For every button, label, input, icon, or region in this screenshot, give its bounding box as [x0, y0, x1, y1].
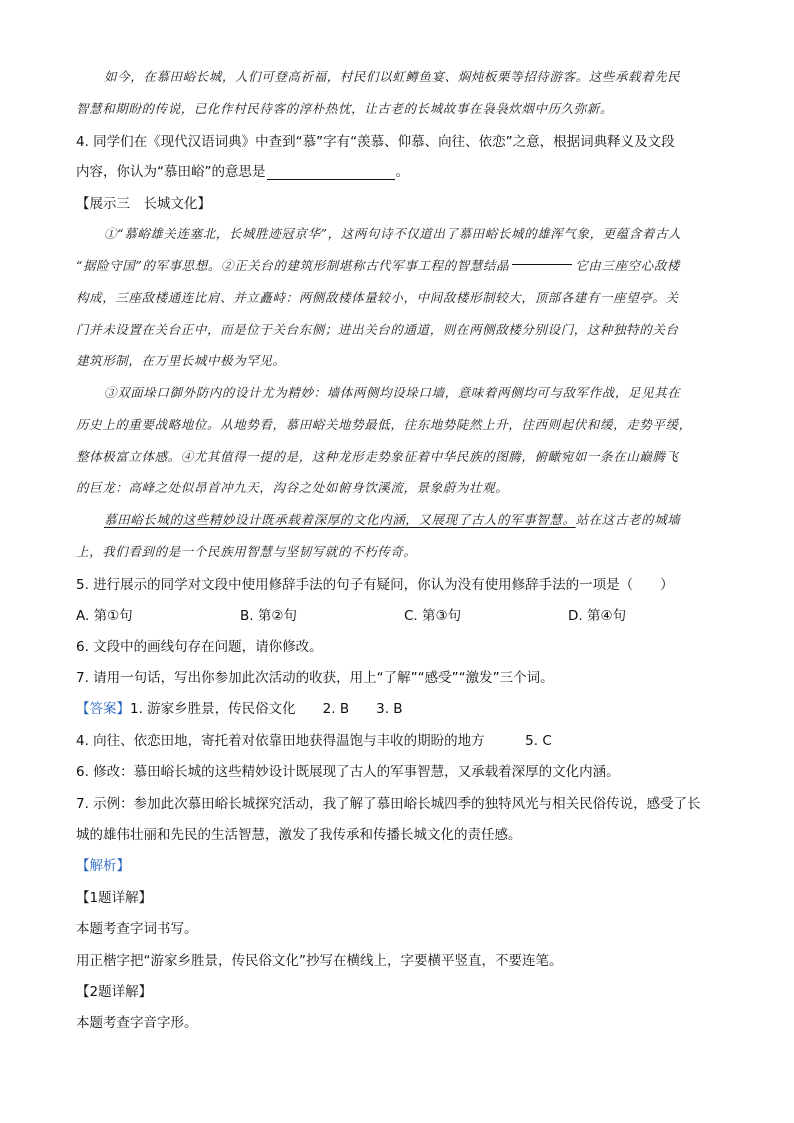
answer-1-3: 1. 游家乡胜景，传民俗文化 2. B 3. B: [130, 701, 403, 717]
answer-line-1: [76, 697, 403, 717]
para1-line-2-a: “据险守国”的军事思想。②正关台的建筑形制堪称古代军事工程的智慧结晶: [76, 258, 510, 273]
detail-1-line-1: 本题考查字词书写。: [76, 921, 198, 937]
detail-2-heading: 【2题详解】: [76, 984, 153, 1000]
option-b: B. 第②句: [240, 608, 297, 624]
passage-top-line-1: 如今，在慕田峪长城，人们可登高祈福，村民们以虹鳟鱼宴、焖炖板栗等招待游客。这些承载着先民: [104, 69, 681, 84]
para1-line-2-b: 它由三座空心敌楼: [575, 258, 680, 273]
option-c: C. 第③句: [404, 608, 462, 624]
answer-line-4: 7. 示例：参加此次慕田峪长城探究活动，我了解了慕田峪长城四季的独特风光与相关民俗传说，感受了长: [76, 796, 701, 812]
para2-line-4: 的巨龙：高峰之处似昂首冲九天，沟谷之处如俯身饮溪流，景象蔚为壮观。: [76, 480, 509, 495]
question-5-stem: 5. 进行展示的同学对文段中使用修辞手法的句子有疑问，你认为没有使用修辞手法的一项是（ ）: [76, 577, 674, 593]
question-4-end: 。: [395, 164, 409, 180]
question-6: 6. 文段中的画线句存在问题，请你修改。: [76, 639, 323, 655]
question-7: 7. 请用一句话，写出你参加此次活动的收获，用上“了解”“感受”“激发”三个词。: [76, 670, 554, 686]
question-4-text: 内容，你认为“慕田峪”的意思是: [76, 164, 266, 180]
answer-blank: [267, 165, 395, 180]
passage-top-line-2: 智慧和期盼的传说，已化作村民待客的淳朴热忱，让古老的长城故事在袅袅炊烟中历久弥新。: [76, 101, 614, 116]
answer-line-2: 4. 向往、依恋田地，寄托着对依靠田地获得温饱与丰收的期盼的地方 5. C: [76, 733, 552, 749]
para3-line-1-rest: 站在这古老的城墙: [575, 512, 681, 527]
option-d: D. 第④句: [568, 608, 627, 624]
analysis-label: 【解析】: [76, 858, 130, 874]
section-heading: 【展示三 长城文化】: [76, 196, 211, 212]
para2-line-2: 历史上的重要战略地位。从地势看，慕田峪关地势最低，往东地势陡然上升，往西则起伏和缓，走势平缓，: [76, 417, 692, 432]
para3-line-1: [104, 510, 680, 528]
para1-line-5: 建筑形制，在万里长城中极为罕见。: [76, 353, 286, 368]
detail-2-line-1: 本题考查字音字形。: [76, 1015, 198, 1031]
detail-1-line-2: 用正楷字把“游家乡胜景，传民俗文化”抄写在横线上，字要横平竖直，不要连笔。: [76, 953, 563, 969]
question-5-options: [76, 604, 626, 624]
para1-line-1: ①“慕峪雄关连塞北，长城胜迹冠京华”，这两句诗不仅道出了慕田峪长城的雄浑气象，更蕴含着古人: [104, 226, 682, 241]
option-a: A. 第①句: [76, 608, 133, 624]
underlined-sentence: 慕田峪长城的这些精妙设计既承载着深厚的文化内涵，又展现了古人的军事智慧。: [104, 512, 576, 527]
answer-label: 【答案】: [76, 701, 130, 717]
question-4-line-2: [76, 160, 409, 180]
para2-line-1: ③双面垛口御外防内的设计尤为精妙：墙体两侧均设垛口墙，意味着两侧均可与敌军作战，足见其在: [104, 385, 681, 400]
question-4-line-1: 4. 同学们在《现代汉语词典》中查到“慕”字有“羡慕、仰慕、向往、依恋”之意，根据词典释义及文段: [76, 134, 675, 150]
answer-line-3: 6. 修改：慕田峪长城的这些精妙设计既展现了古人的军事智慧，又承载着深厚的文化内涵。: [76, 764, 620, 780]
para1-line-3: 构成，三座敌楼通连比肩、并立矗峙：两侧敌楼体量较小，中间敌楼形制较大，顶部各建有一座望亭。关: [76, 290, 679, 305]
para3-line-2: 上，我们看到的是一个民族用智慧与坚韧写就的不朽传奇。: [76, 544, 417, 559]
para1-line-4: 门并未设置在关台正中，而是位于关台东侧；进出关台的通道，则在两侧敌楼分别设门，这种独特的关台: [76, 322, 679, 337]
answer-line-5: 城的雄伟壮丽和先民的生活智慧，激发了我传承和传播长城文化的责任感。: [76, 827, 522, 843]
dash-line: [512, 264, 572, 265]
para1-line-2: [76, 256, 680, 274]
detail-1-heading: 【1题详解】: [76, 890, 153, 906]
para2-line-3: 整体极富立体感。④尤其值得一提的是，这种龙形走势象征着中华民族的图腾，俯瞰宛如一条在山巅腾飞: [76, 449, 679, 464]
